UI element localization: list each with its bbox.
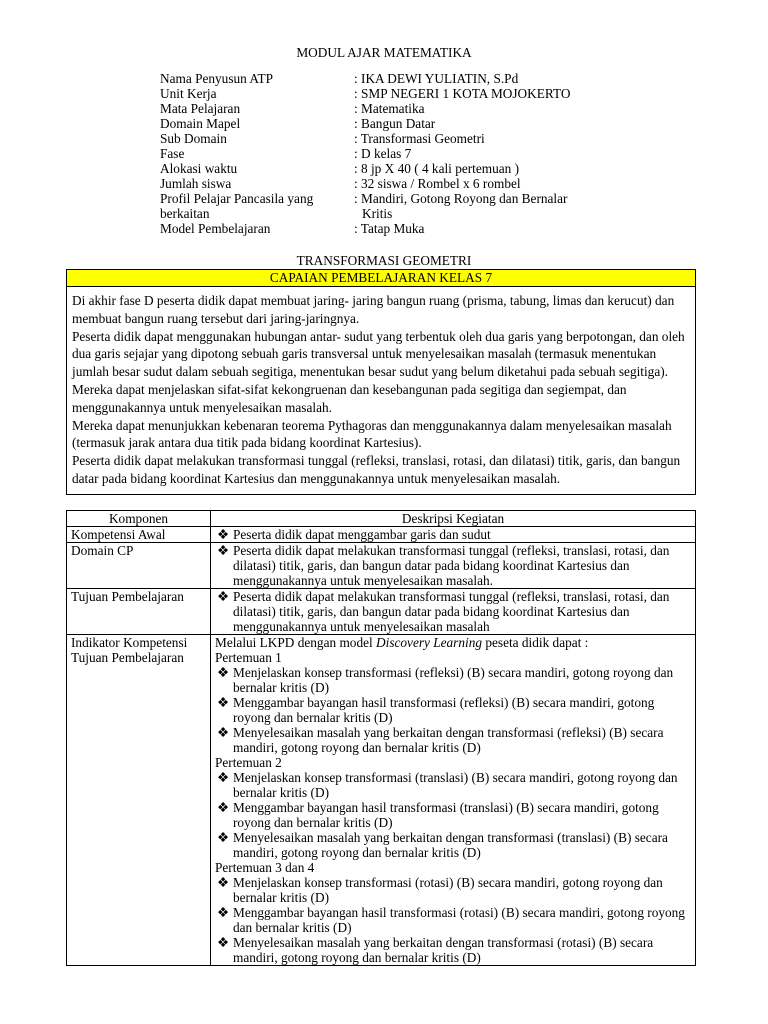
diamond-bullet-icon: ❖	[217, 665, 229, 680]
capaian-paragraph: Peserta didik dapat melakukan transformasi tunggal (refleksi, translasi, rotasi, dan dilatasi) titik, garis, dan bangun datar pada bidang koordinat Kartesius dan menggunakannya untuk menyelesaikan masalah.	[72, 453, 681, 486]
diamond-bullet-icon: ❖	[217, 830, 229, 845]
meta-value: : 32 siswa / Rombel x 6 rombel	[354, 176, 521, 191]
meta-label: Jumlah siswa	[160, 176, 232, 191]
meta-value: : D kelas 7	[354, 146, 412, 161]
bullet-item	[215, 800, 691, 830]
meta-value-line: : Mandiri, Gotong Royong dan Bernalar	[354, 191, 568, 206]
bullet-item	[215, 695, 691, 725]
pertemuan-title: Pertemuan 1	[215, 650, 282, 665]
capaian-pembelajaran-box	[66, 269, 696, 495]
section-title: TRANSFORMASI GEOMETRI	[296, 253, 472, 268]
bullet-text: Menyelesaikan masalah yang berkaitan dengan transformasi (rotasi) (B) secara mandiri, gotong royong dan bernalar kritis (D)	[233, 935, 654, 965]
meta-value: : Matematika	[354, 101, 425, 116]
meta-value: : Transformasi Geometri	[354, 131, 485, 146]
table-header-row	[67, 511, 696, 527]
meta-label: Domain Mapel	[160, 116, 241, 131]
row-description	[211, 635, 696, 966]
meta-row-alokasi-waktu	[160, 161, 570, 176]
row-description	[211, 543, 696, 589]
bullet-item	[215, 770, 691, 800]
bullet-item	[215, 527, 691, 542]
component-table	[66, 510, 696, 966]
diamond-bullet-icon: ❖	[217, 695, 229, 710]
table-row	[67, 635, 696, 966]
diamond-bullet-icon: ❖	[217, 770, 229, 785]
bullet-item	[215, 905, 691, 935]
row-label: Kompetensi Awal	[67, 527, 211, 543]
meta-label-line: Profil Pelajar Pancasila yang	[160, 191, 314, 206]
bullet-item	[215, 543, 691, 588]
diamond-bullet-icon: ❖	[217, 725, 229, 740]
document-title: MODUL AJAR MATEMATIKA	[296, 45, 472, 60]
bullet-text: Menjelaskan konsep transformasi (rotasi) (B) secara mandiri, gotong royong dan bernalar kritis (D)	[233, 875, 663, 905]
meta-row-penyusun	[160, 71, 570, 86]
meta-label: Unit Kerja	[160, 86, 217, 101]
capaian-body	[67, 287, 695, 494]
meta-label	[160, 191, 354, 221]
bullet-text: Peserta didik dapat menggambar garis dan sudut	[233, 527, 491, 542]
meta-row-model-pembelajaran	[160, 221, 570, 236]
table-row	[67, 543, 696, 589]
meta-row-domain-mapel	[160, 116, 570, 131]
intro-model-name: Discovery Learning	[376, 635, 483, 650]
meta-row-jumlah-siswa	[160, 176, 570, 191]
diamond-bullet-icon: ❖	[217, 589, 229, 604]
row-label: Tujuan Pembelajaran	[67, 589, 211, 635]
bullet-text: Menggambar bayangan hasil transformasi (refleksi) (B) secara mandiri, gotong royong dan bernalar kritis (D)	[233, 695, 655, 725]
capaian-heading: CAPAIAN PEMBELAJARAN KELAS 7	[67, 270, 695, 287]
diamond-bullet-icon: ❖	[217, 543, 229, 558]
meta-row-profil-pelajar	[160, 191, 570, 221]
bullet-item	[215, 875, 691, 905]
capaian-paragraph: Mereka dapat menunjukkan kebenaran teorema Pythagoras dan menggunakannya dalam menyelesaikan masalah (termasuk jarak antara dua titik pada bidang koordinat Kartesius).	[72, 417, 672, 451]
meta-row-mata-pelajaran	[160, 101, 570, 116]
intro-text: Melalui LKPD dengan model	[215, 635, 377, 650]
meta-label: Sub Domain	[160, 131, 227, 146]
bullet-text: Menyelesaikan masalah yang berkaitan dengan transformasi (translasi) (B) secara mandiri, gotong royong dan bernalar kritis (D)	[233, 830, 668, 860]
row-label-line: Indikator Kompetensi	[71, 635, 188, 650]
pertemuan-title: Pertemuan 2	[215, 755, 282, 770]
meta-label: Mata Pelajaran	[160, 101, 241, 116]
meta-label: Alokasi waktu	[160, 161, 238, 176]
row-label-line: Tujuan Pembelajaran	[71, 650, 184, 665]
meta-label: Fase	[160, 146, 185, 161]
meta-row-unit-kerja	[160, 86, 570, 101]
header-komponen: Komponen	[67, 511, 211, 527]
diamond-bullet-icon: ❖	[217, 875, 229, 890]
bullet-item	[215, 935, 691, 965]
meta-label: Nama Penyusun ATP	[160, 71, 274, 86]
capaian-paragraph: Peserta didik dapat menggunakan hubungan antar- sudut yang terbentuk oleh dua garis yang berpotongan, dan oleh dua garis sejajar yang dipotong sebuah garis transversal untuk menyelesaikan masalah (termasuk menentukan jumlah besar sudut dalam sebuah segitiga, menentukan besar sudut yang belum diketahui pada sebuah segitiga). Mereka dapat menjelaskan sifat-sifat kekongruenan dan kesebangunan pada segitiga dan segiempat, dan menggunakannya untuk menyelesaikan masalah.	[72, 328, 685, 415]
meta-value: : Tatap Muka	[354, 221, 425, 236]
capaian-paragraph: Di akhir fase D peserta didik dapat membuat jaring- jaring bangun ruang (prisma, tabung, limas dan kerucut) dan membuat bangun ruang tersebut dari jaring-jaringnya.	[72, 293, 675, 326]
bullet-text: Menyelesaikan masalah yang berkaitan dengan transformasi (refleksi) (B) secara mandiri, gotong royong dan bernalar kritis (D)	[233, 725, 664, 755]
header-deskripsi: Deskripsi Kegiatan	[211, 511, 696, 527]
bullet-text: Peserta didik dapat melakukan transformasi tunggal (refleksi, translasi, rotasi, dan dilatasi) titik, garis, dan bangun datar pada bidang koordinat Kartesius dan menggunakannya untuk menyelesaikan masalah	[233, 589, 670, 634]
bullet-text: Peserta didik dapat melakukan transformasi tunggal (refleksi, translasi, rotasi, dan dilatasi) titik, garis, dan bangun datar pada bidang koordinat Kartesius dan menggunakannya untuk menyelesaikan masalah.	[233, 543, 670, 588]
diamond-bullet-icon: ❖	[217, 935, 229, 950]
meta-row-fase	[160, 146, 570, 161]
pertemuan-title: Pertemuan 3 dan 4	[215, 860, 315, 875]
row-label	[67, 635, 211, 966]
meta-value: : SMP NEGERI 1 KOTA MOJOKERTO	[354, 86, 571, 101]
bullet-item	[215, 589, 691, 634]
row-description	[211, 527, 696, 543]
meta-value-line: Kritis	[362, 206, 393, 221]
bullet-item	[215, 725, 691, 755]
diamond-bullet-icon: ❖	[217, 800, 229, 815]
bullet-text: Menggambar bayangan hasil transformasi (rotasi) (B) secara mandiri, gotong royong dan bernalar kritis (D)	[233, 905, 685, 935]
row-description	[211, 589, 696, 635]
diamond-bullet-icon: ❖	[217, 527, 229, 542]
diamond-bullet-icon: ❖	[217, 905, 229, 920]
intro-text: peseta didik dapat :	[482, 635, 589, 650]
meta-label-line: berkaitan	[160, 206, 210, 221]
table-row	[67, 589, 696, 635]
meta-value: : IKA DEWI YULIATIN, S.Pd	[354, 71, 519, 86]
bullet-item	[215, 830, 691, 860]
row-label: Domain CP	[67, 543, 211, 589]
meta-value: : 8 jp X 40 ( 4 kali pertemuan )	[354, 161, 520, 176]
meta-label: Model Pembelajaran	[160, 221, 271, 236]
bullet-text: Menggambar bayangan hasil transformasi (translasi) (B) secara mandiri, gotong royong dan bernalar kritis (D)	[233, 800, 659, 830]
meta-value: : Bangun Datar	[354, 116, 436, 131]
bullet-text: Menjelaskan konsep transformasi (translasi) (B) secara mandiri, gotong royong dan bernalar kritis (D)	[233, 770, 678, 800]
identity-block	[160, 71, 570, 236]
meta-row-sub-domain	[160, 131, 570, 146]
bullet-item	[215, 665, 691, 695]
bullet-text: Menjelaskan konsep transformasi (refleksi) (B) secara mandiri, gotong royong dan bernalar kritis (D)	[233, 665, 674, 695]
table-row	[67, 527, 696, 543]
indikator-intro	[215, 635, 691, 650]
meta-value	[354, 191, 570, 221]
